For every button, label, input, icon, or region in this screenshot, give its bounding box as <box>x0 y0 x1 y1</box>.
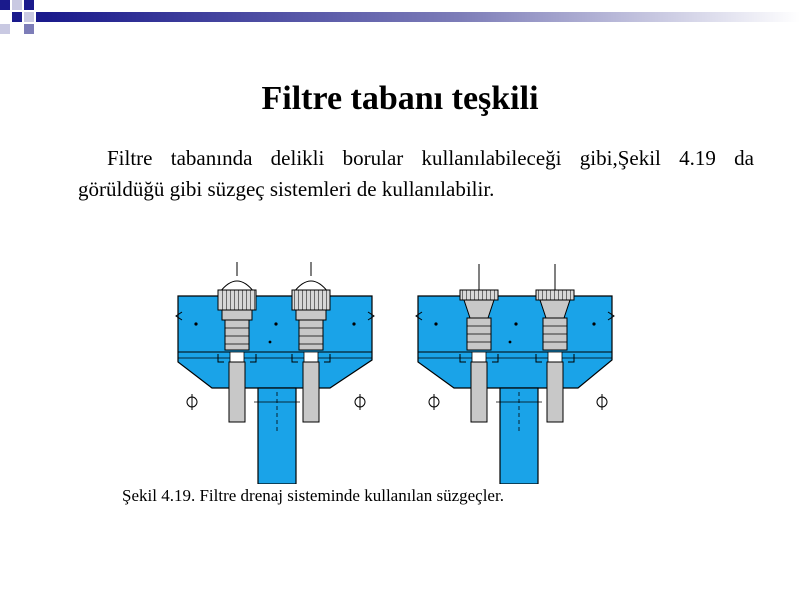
body-paragraph: Filtre tabanında delikli borular kullanılabileceği gibi,Şekil 4.19 da görüldüğü gibi süzgeç sistemleri de kullanılabilir. <box>78 146 754 201</box>
left-nozzle-assembly <box>176 262 374 484</box>
slide-title: Filtre tabanı teşkili <box>261 80 539 117</box>
figure-caption: Şekil 4.19. Filtre drenaj sisteminde kullanılan süzgeçler. <box>122 486 504 505</box>
filter-nozzle-figure <box>170 262 620 484</box>
right-nozzle-assembly <box>416 264 614 484</box>
slide-header-decoration <box>0 0 800 40</box>
